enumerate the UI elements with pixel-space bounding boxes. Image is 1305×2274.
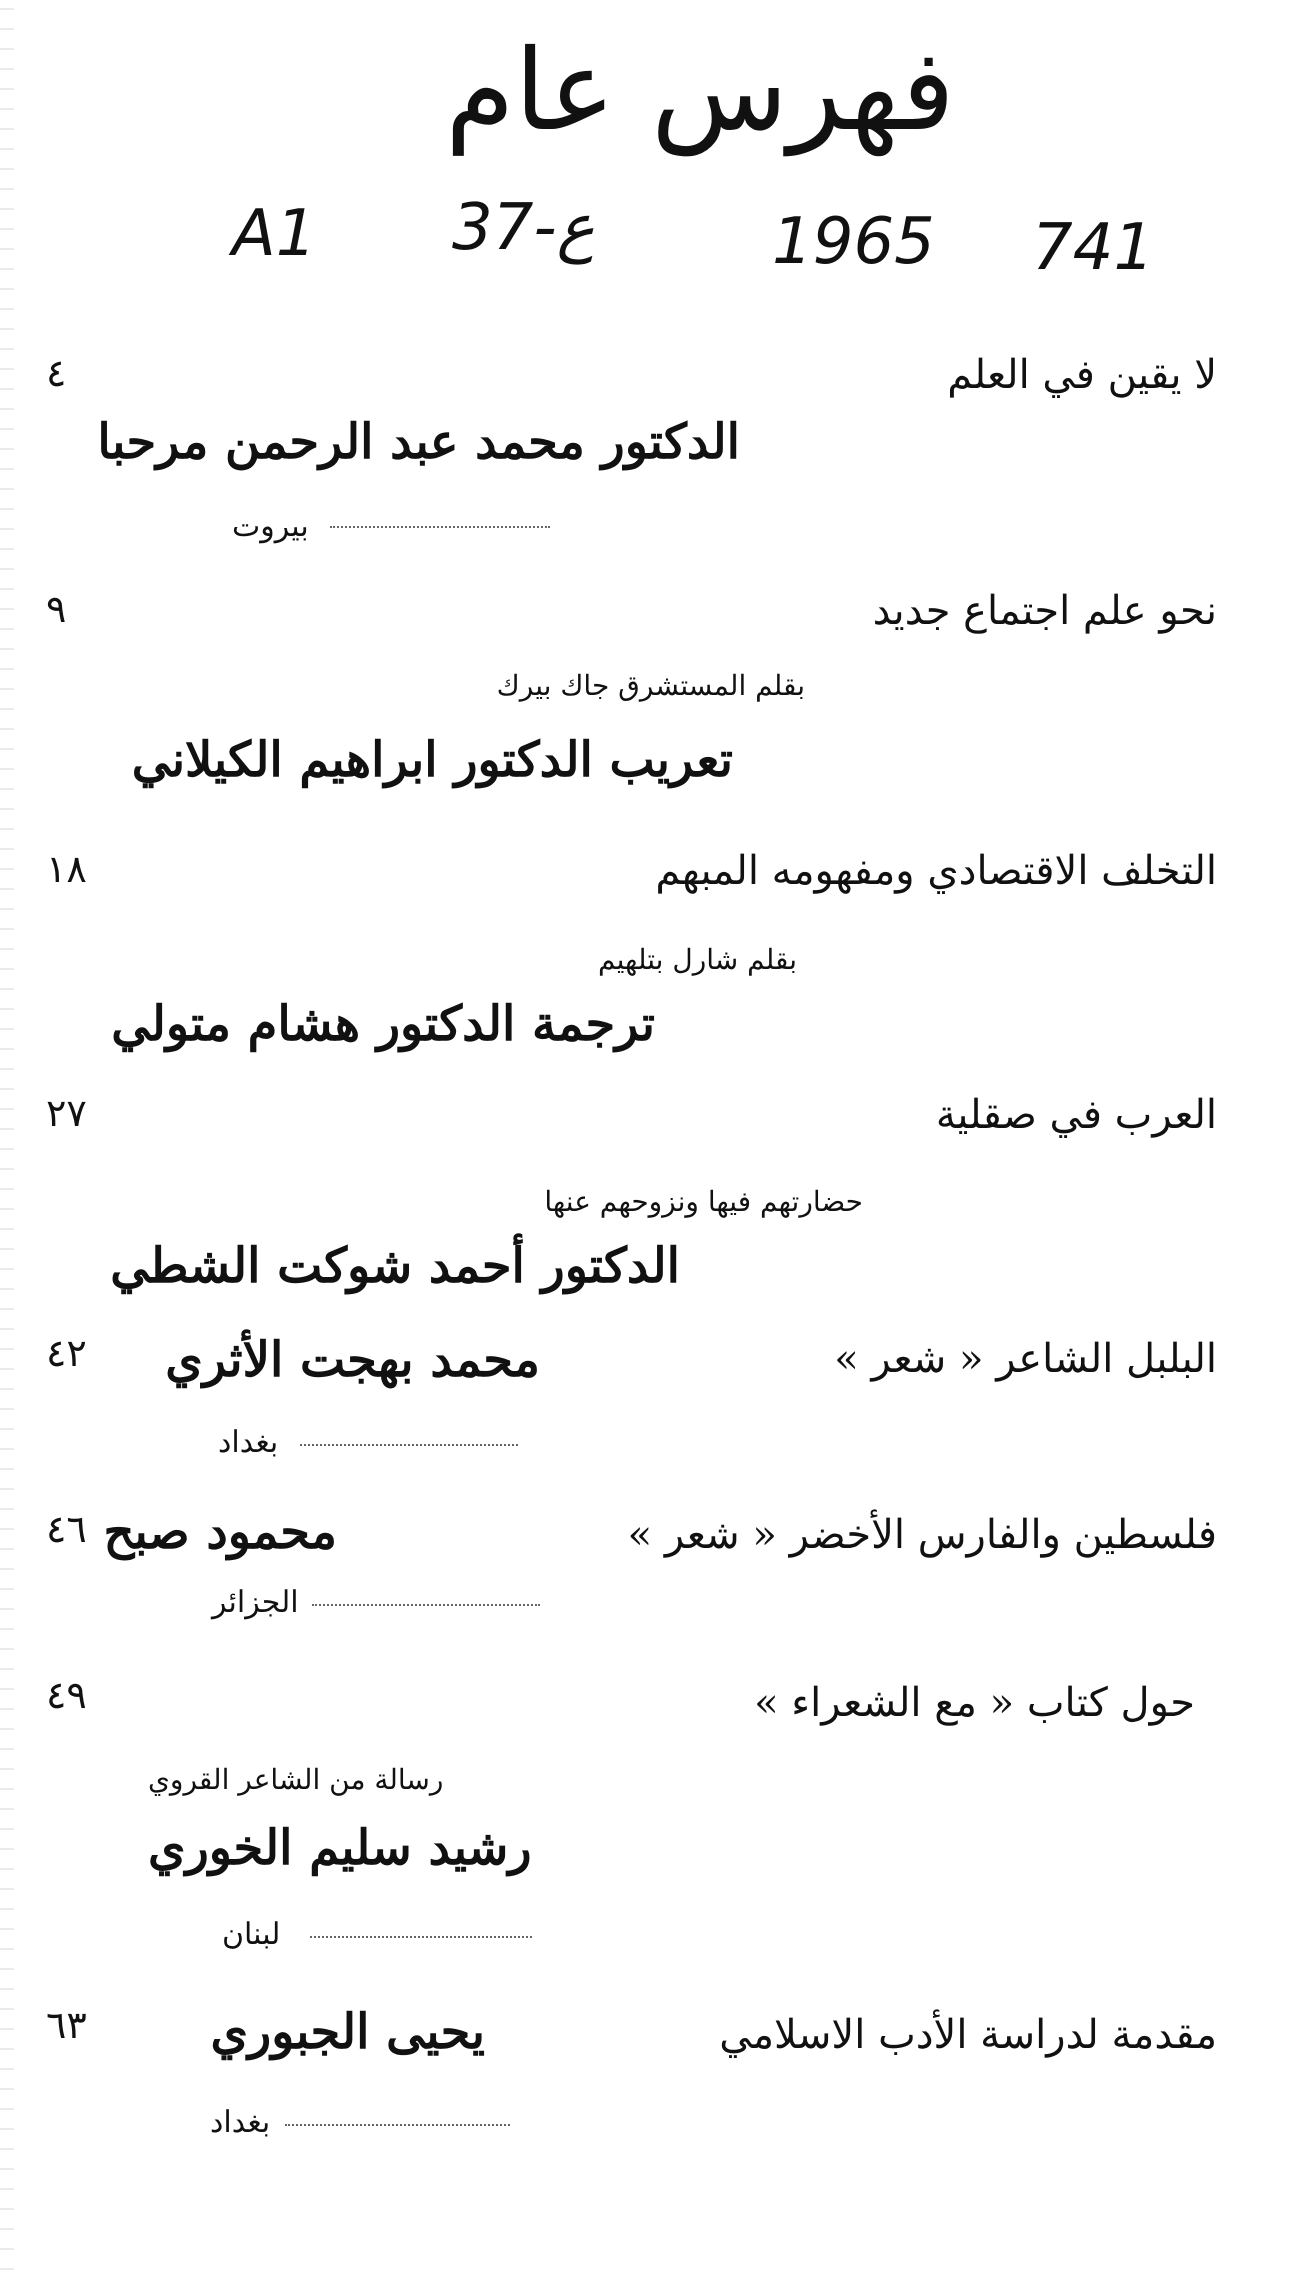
entry-place: بيروت xyxy=(232,509,309,544)
entry-author: الدكتور محمد عبد الرحمن مرحبا xyxy=(97,414,740,470)
entry-page-number: ٦٣ xyxy=(46,2003,87,2047)
entry-page-number: ٤٢ xyxy=(46,1331,87,1375)
entry-place: بغداد xyxy=(210,2105,271,2140)
entry-title: فلسطين والفارس الأخضر « شعر » xyxy=(627,1512,1217,1558)
dotted-leader xyxy=(300,1444,518,1446)
catalog-part: 741 xyxy=(1032,211,1155,285)
entry-author: تعريب الدكتور ابراهيم الكيلاني xyxy=(131,732,733,788)
catalog-part: 37-ع xyxy=(452,191,595,265)
dotted-leader xyxy=(330,526,550,528)
entry-note: بقلم المستشرق جاك بيرك xyxy=(496,669,805,702)
entry-title: حول كتاب « مع الشعراء » xyxy=(754,1680,1195,1726)
entry-note: بقلم شارل بتلهيم xyxy=(597,943,797,976)
dotted-leader xyxy=(285,2124,510,2126)
entry-title: لا يقين في العلم xyxy=(947,352,1217,398)
entry-page-number: ١٨ xyxy=(46,847,87,891)
dotted-leader xyxy=(312,1604,540,1606)
entry-page-number: ٤ xyxy=(46,351,67,395)
entry-title: مقدمة لدراسة الأدب الاسلامي xyxy=(719,2012,1217,2058)
entry-place: الجزائر xyxy=(212,1585,299,1620)
entry-title: التخلف الاقتصادي ومفهومه المبهم xyxy=(655,848,1217,894)
entry-author: رشيد سليم الخوري xyxy=(148,1820,532,1876)
entry-page-number: ٩ xyxy=(46,587,67,631)
entry-place: بغداد xyxy=(218,1425,279,1460)
catalog-number xyxy=(232,191,1252,316)
entry-page-number: ٤٩ xyxy=(46,1673,87,1717)
scan-edge xyxy=(0,0,14,2274)
catalog-part: 1965 xyxy=(772,205,935,279)
entry-title: نحو علم اجتماع جديد xyxy=(872,588,1217,634)
entry-author: محمد بهجت الأثري xyxy=(165,1332,540,1388)
entry-author: يحيى الجبوري xyxy=(210,2004,485,2060)
entry-author: ترجمة الدكتور هشام متولي xyxy=(111,996,655,1052)
entry-page-number: ٢٧ xyxy=(46,1091,87,1135)
dotted-leader xyxy=(310,1936,532,1938)
catalog-part: A1 xyxy=(232,197,317,271)
entry-page-number: ٤٦ xyxy=(46,1507,87,1551)
entry-title: البلبل الشاعر « شعر » xyxy=(834,1336,1217,1382)
entry-note: حضارتهم فيها ونزوحهم عنها xyxy=(544,1185,863,1218)
entry-author: الدكتور أحمد شوكت الشطي xyxy=(110,1238,680,1294)
entry-note: رسالة من الشاعر القروي xyxy=(148,1763,444,1796)
entry-place: لبنان xyxy=(222,1917,281,1952)
page-heading: فهرس عام xyxy=(445,26,955,156)
entry-title: العرب في صقلية xyxy=(935,1092,1217,1138)
entry-author: محمود صبح xyxy=(103,1504,337,1560)
